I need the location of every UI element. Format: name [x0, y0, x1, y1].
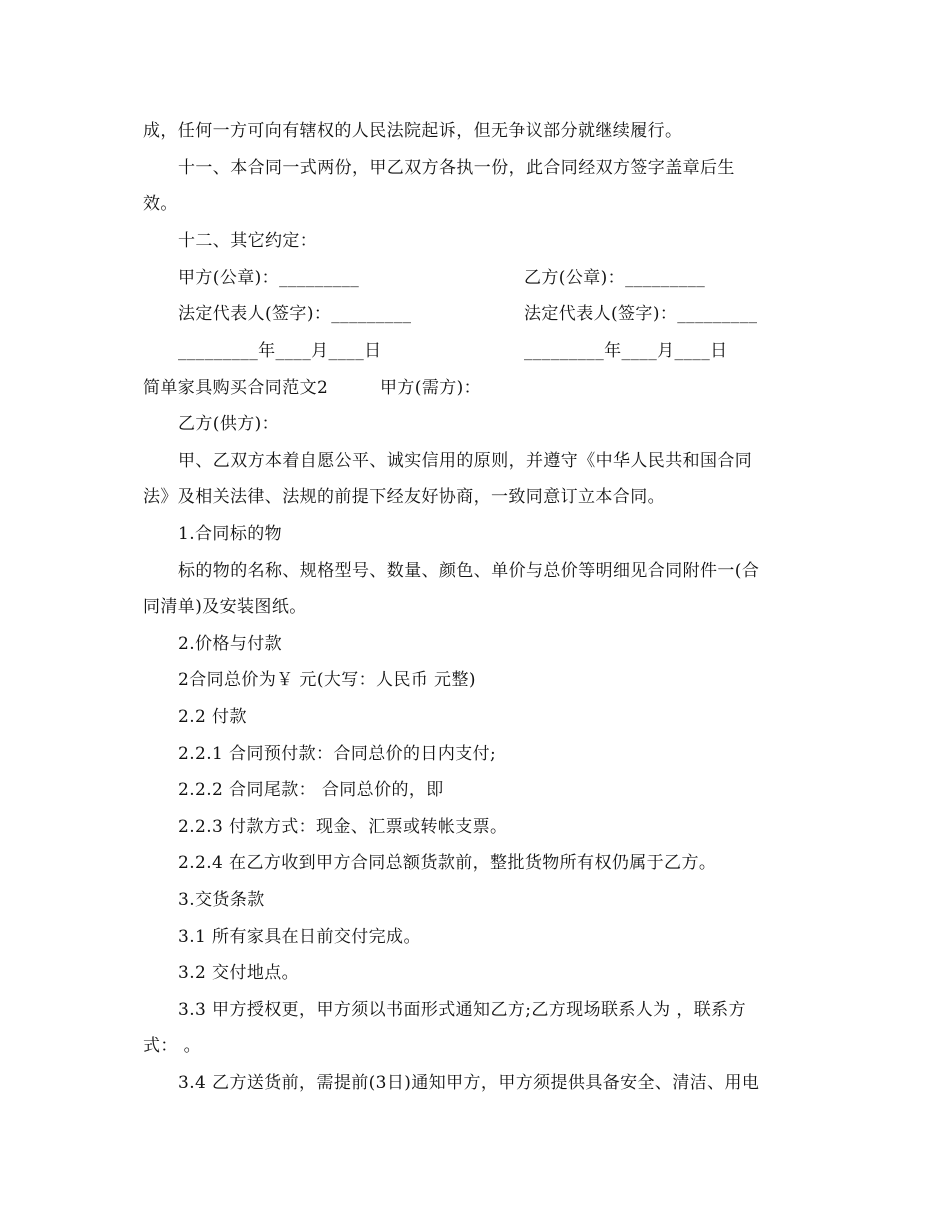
clause-3-4: 3.4 乙方送货前，需提前(3日)通知甲方，甲方须提供具备安全、清洁、用电: [178, 1073, 760, 1093]
paragraph-line: 成，任何一方可向有辖权的人民法院起诉，但无争议部分就继续履行。: [143, 121, 683, 141]
section-1-title: 1.合同标的物: [178, 524, 283, 544]
clause-2-2-3: 2.2.3 付款方式：现金、汇票或转帐支票。: [178, 817, 508, 837]
party-b-seal-field: 乙方(公章)：_________: [524, 268, 706, 288]
party-b-label: 乙方(供方)：: [178, 414, 280, 434]
clause-3-1: 3.1 所有家具在日前交付完成。: [178, 927, 421, 947]
intro-line-2: 法》及相关法律、法规的前提下经友好协商，一致同意订立本合同。: [143, 487, 665, 507]
section-1-line-1: 标的物的名称、规格型号、数量、颜色、单价与总价等明细见合同附件一(合: [178, 561, 760, 581]
clause-3-2: 3.2 交付地点。: [178, 963, 300, 983]
party-a-seal-field: 甲方(公章)：_________: [178, 268, 360, 288]
clause-3-3-line-1: 3.3 甲方授权更，甲方须以书面形式通知乙方;乙方现场联系人为 ，联系方: [178, 1000, 746, 1020]
party-a-representative-field: 法定代表人(签字)：_________: [178, 304, 412, 324]
section-1-line-2: 同清单)及安装图纸。: [143, 597, 307, 617]
section-2-title: 2.价格与付款: [178, 634, 283, 654]
section-3-title: 3.交货条款: [178, 890, 265, 910]
intro-line-1: 甲、乙双方本着自愿公平、诚实信用的原则，并遵守《中华人民共和国合同: [178, 451, 753, 471]
clause-2-2: 2.2 付款: [178, 707, 247, 727]
clause-2-1: 2合同总价为￥ 元(大写：人民币 元整): [178, 670, 476, 690]
party-a-date-field: _________年____月____日: [178, 341, 382, 361]
clause-3-3-line-2: 式： 。: [143, 1036, 202, 1056]
clause-2-2-4: 2.2.4 在乙方收到甲方合同总额货款前，整批货物所有权仍属于乙方。: [178, 853, 717, 873]
section-heading: 简单家具购买合同范文2: [143, 378, 329, 398]
clause-2-2-2: 2.2.2 合同尾款： 合同总价的，即: [178, 780, 444, 800]
clause-eleven-line-2: 效。: [143, 194, 178, 214]
clause-2-2-1: 2.2.1 合同预付款：合同总价的日内支付;: [178, 744, 497, 764]
party-b-representative-field: 法定代表人(签字)：_________: [524, 304, 758, 324]
party-a-label: 甲方(需方)：: [380, 378, 482, 398]
party-b-date-field: _________年____月____日: [524, 341, 728, 361]
clause-twelve: 十二、其它约定：: [178, 231, 318, 251]
clause-eleven-line-1: 十一、本合同一式两份，甲乙双方各执一份，此合同经双方签字盖章后生: [178, 158, 735, 178]
